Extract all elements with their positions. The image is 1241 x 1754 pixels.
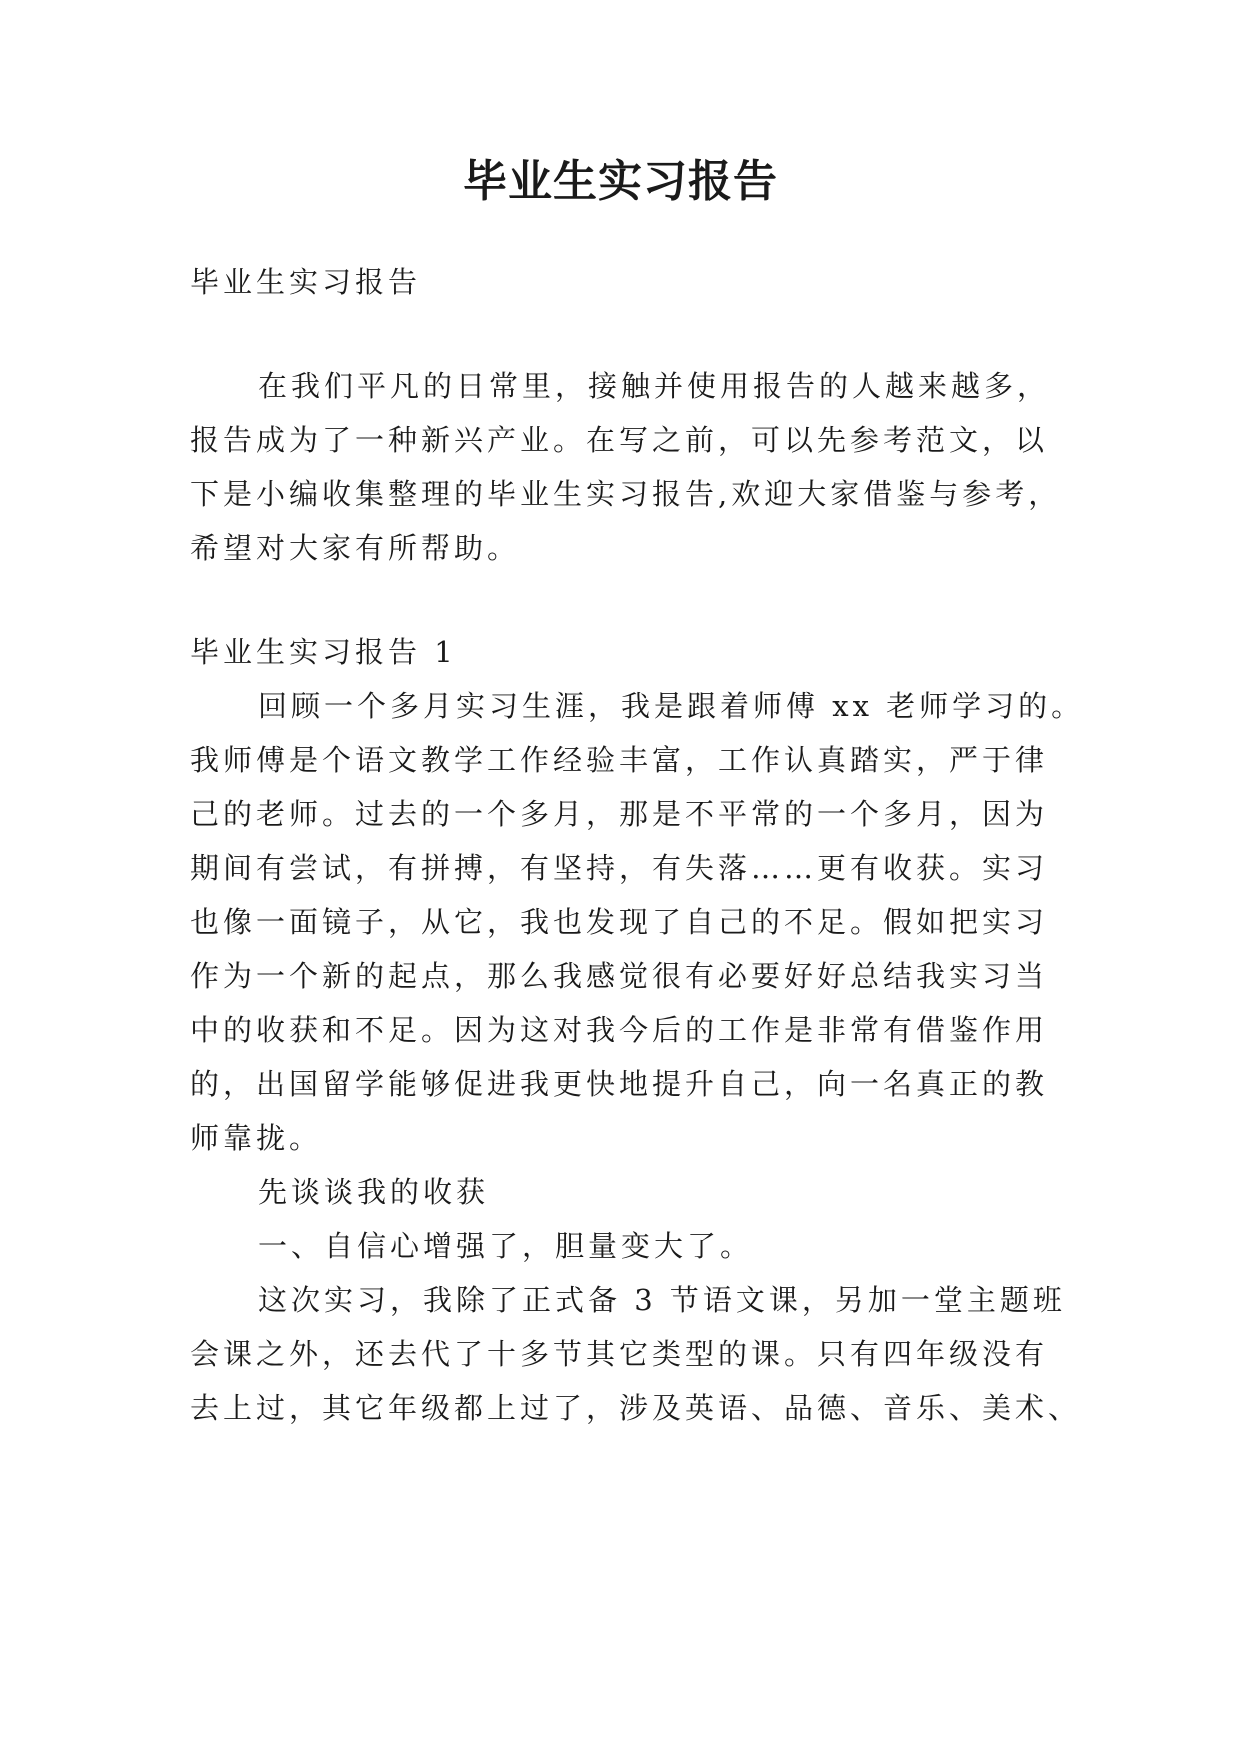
section-heading: 毕业生实习报告 1 xyxy=(190,635,457,669)
paragraph-line: 回顾一个多月实习生涯，我是跟着师傅 xx 老师学习的。 xyxy=(258,689,1085,723)
paragraph-line: 去上过，其它年级都上过了，涉及英语、品德、音乐、美术、 xyxy=(190,1391,1082,1425)
intro-line: 希望对大家有所帮助。 xyxy=(190,531,521,565)
paragraph-line: 中的收获和不足。因为这对我今后的工作是非常有借鉴作用 xyxy=(190,1013,1049,1047)
paragraph-line: 也像一面镜子，从它，我也发现了自己的不足。假如把实习 xyxy=(190,905,1049,939)
gains-heading: 先谈谈我的收获 xyxy=(258,1175,490,1209)
document-subtitle: 毕业生实习报告 xyxy=(190,265,422,299)
paragraph-line: 己的老师。过去的一个多月，那是不平常的一个多月，因为 xyxy=(190,797,1049,831)
document-title: 毕业生实习报告 xyxy=(463,156,778,207)
paragraph-line: 我师傅是个语文教学工作经验丰富，工作认真踏实，严于律 xyxy=(190,743,1049,777)
paragraph-line: 期间有尝试，有拼搏，有坚持，有失落……更有收获。实习 xyxy=(190,851,1049,885)
paragraph-line: 作为一个新的起点，那么我感觉很有必要好好总结我实习当 xyxy=(190,959,1049,993)
intro-line: 报告成为了一种新兴产业。在写之前，可以先参考范文，以 xyxy=(190,423,1049,457)
paragraph-line: 的，出国留学能够促进我更快地提升自己，向一名真正的教 xyxy=(190,1067,1049,1101)
paragraph-line: 这次实习，我除了正式备 3 节语文课，另加一堂主题班 xyxy=(258,1283,1066,1317)
point-heading: 一、自信心增强了，胆量变大了。 xyxy=(258,1229,754,1263)
paragraph-line: 师靠拢。 xyxy=(190,1121,323,1155)
intro-line: 在我们平凡的日常里，接触并使用报告的人越来越多， xyxy=(258,369,1051,403)
intro-line: 下是小编收集整理的毕业生实习报告,欢迎大家借鉴与参考， xyxy=(190,477,1062,511)
paragraph-line: 会课之外，还去代了十多节其它类型的课。只有四年级没有 xyxy=(190,1337,1049,1371)
